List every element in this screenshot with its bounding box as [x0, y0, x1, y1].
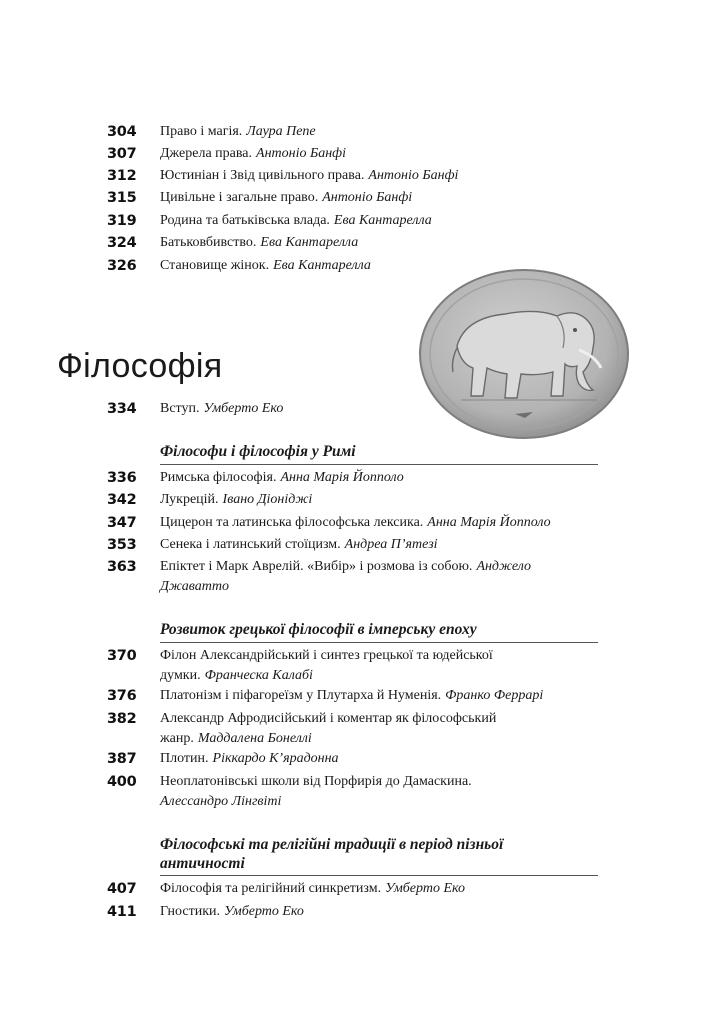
entry-text: [160, 879, 610, 899]
entry-page: 307: [107, 146, 137, 162]
entry-title: Право і магія.: [160, 124, 243, 139]
entry-text: [160, 686, 620, 706]
entry-author: Ева Кантарелла: [333, 213, 432, 228]
entry-title: Батьковбивство.: [160, 235, 257, 250]
entry-author: Андреа П’ятезі: [344, 537, 438, 552]
entry-page: 363: [107, 559, 137, 575]
entry-title: Юстиніан і Звід цивільного права.: [160, 168, 365, 183]
entry-author: Умберто Еко: [203, 401, 284, 416]
entry-author: Анна Марія Йопполо: [427, 515, 551, 530]
entry-text: [160, 902, 610, 922]
entry-title: Плотин.: [160, 751, 209, 766]
entry-title: Лукрецій.: [160, 492, 219, 507]
section-title: Філософія: [57, 347, 223, 385]
entry-page: 304: [107, 124, 137, 140]
entry-text: [160, 399, 610, 419]
entry-title: Філософія та релігійний синкретизм.: [160, 881, 382, 896]
entry-page: 411: [107, 904, 137, 920]
entry-title: Римська філософія.: [160, 470, 277, 485]
entry-page: 334: [107, 401, 137, 417]
entry-title: Цивільне і загальне право.: [160, 190, 319, 205]
entry-title: Гностики.: [160, 904, 221, 919]
entry-text: [160, 188, 610, 208]
entry-title: Неоплатонівські школи від Порфирія до Дамаскина.: [160, 774, 472, 789]
subsection-title: Філософи і філософія у Римі: [160, 443, 356, 460]
entry-author: Умберто Еко: [224, 904, 304, 919]
entry-author: Франческа Калабі: [204, 668, 313, 683]
entry-page: 407: [107, 881, 137, 897]
entry-text: [160, 166, 610, 186]
entry-page: 324: [107, 235, 137, 251]
entry-text: [160, 233, 610, 253]
entry-author: Антоніо Банфі: [322, 190, 413, 205]
entry-text: [160, 772, 525, 812]
entry-page: 387: [107, 751, 137, 767]
entry-title: Цицерон та латинська філософська лексика.: [160, 515, 424, 530]
entry-author: Умберто Еко: [385, 881, 466, 896]
entry-author: Лаура Пепе: [246, 124, 316, 139]
divider: [160, 464, 598, 465]
entry-text: [160, 513, 620, 533]
subsection-title: Розвиток грецької філософії в імперську епоху: [160, 621, 477, 638]
entry-text: [160, 211, 610, 231]
entry-title: Філон Александрійський і синтез грецької та юдейської думки.: [160, 648, 493, 683]
entry-text: [160, 122, 610, 142]
entry-page: 400: [107, 774, 137, 790]
entry-text: [160, 144, 610, 164]
entry-author: Ева Кантарелла: [260, 235, 359, 250]
divider: [160, 642, 598, 643]
entry-author: Анджело Джаватто: [160, 559, 531, 594]
entry-page: 312: [107, 168, 137, 184]
entry-text: [160, 490, 610, 510]
entry-page: 376: [107, 688, 137, 704]
entry-title: Родина та батьківська влада.: [160, 213, 330, 228]
entry-author: Ева Кантарелла: [273, 258, 371, 273]
entry-author: Антоніо Банфі: [368, 168, 459, 183]
entry-text: [160, 535, 610, 555]
entry-title: Платонізм і піфагореїзм у Плутарха й Нуменія.: [160, 688, 442, 703]
entry-page: 326: [107, 258, 137, 274]
entry-author: Маддалена Бонеллі: [197, 731, 312, 746]
entry-author: Франко Феррарі: [445, 688, 544, 703]
entry-text: [160, 557, 580, 597]
entry-author: Ріккардо К’ярадонна: [212, 751, 339, 766]
entry-title: Становище жінок.: [160, 258, 270, 273]
entry-page: 315: [107, 190, 137, 206]
entry-text: [160, 468, 610, 488]
entry-title: Вступ.: [160, 401, 200, 416]
entry-author: Анна Марія Йопполо: [280, 470, 404, 485]
entry-title: Епіктет і Марк Аврелій. «Вибір» і розмова із собою.: [160, 559, 473, 574]
entry-page: 336: [107, 470, 137, 486]
entry-page: 319: [107, 213, 137, 229]
entry-page: 370: [107, 648, 137, 664]
entry-title: Сенека і латинський стоїцизм.: [160, 537, 341, 552]
entry-title: Джерела права.: [160, 146, 253, 161]
entry-page: 347: [107, 515, 137, 531]
entry-page: 342: [107, 492, 137, 508]
entry-text: [160, 749, 610, 769]
divider: [160, 875, 598, 876]
subsection-title: Філософські та релігійні традиції в період пізньої античності: [160, 836, 504, 872]
entry-title: Александр Афродисійський і коментар як філософський жанр.: [160, 711, 497, 746]
entry-text: [160, 709, 555, 749]
entry-page: 353: [107, 537, 137, 553]
entry-page: 382: [107, 711, 137, 727]
entry-author: Антоніо Банфі: [256, 146, 346, 161]
entry-author: Івано Діоніджі: [222, 492, 313, 507]
entry-author: Алессандро Лінгвіті: [160, 794, 282, 809]
entry-text: [160, 646, 555, 686]
